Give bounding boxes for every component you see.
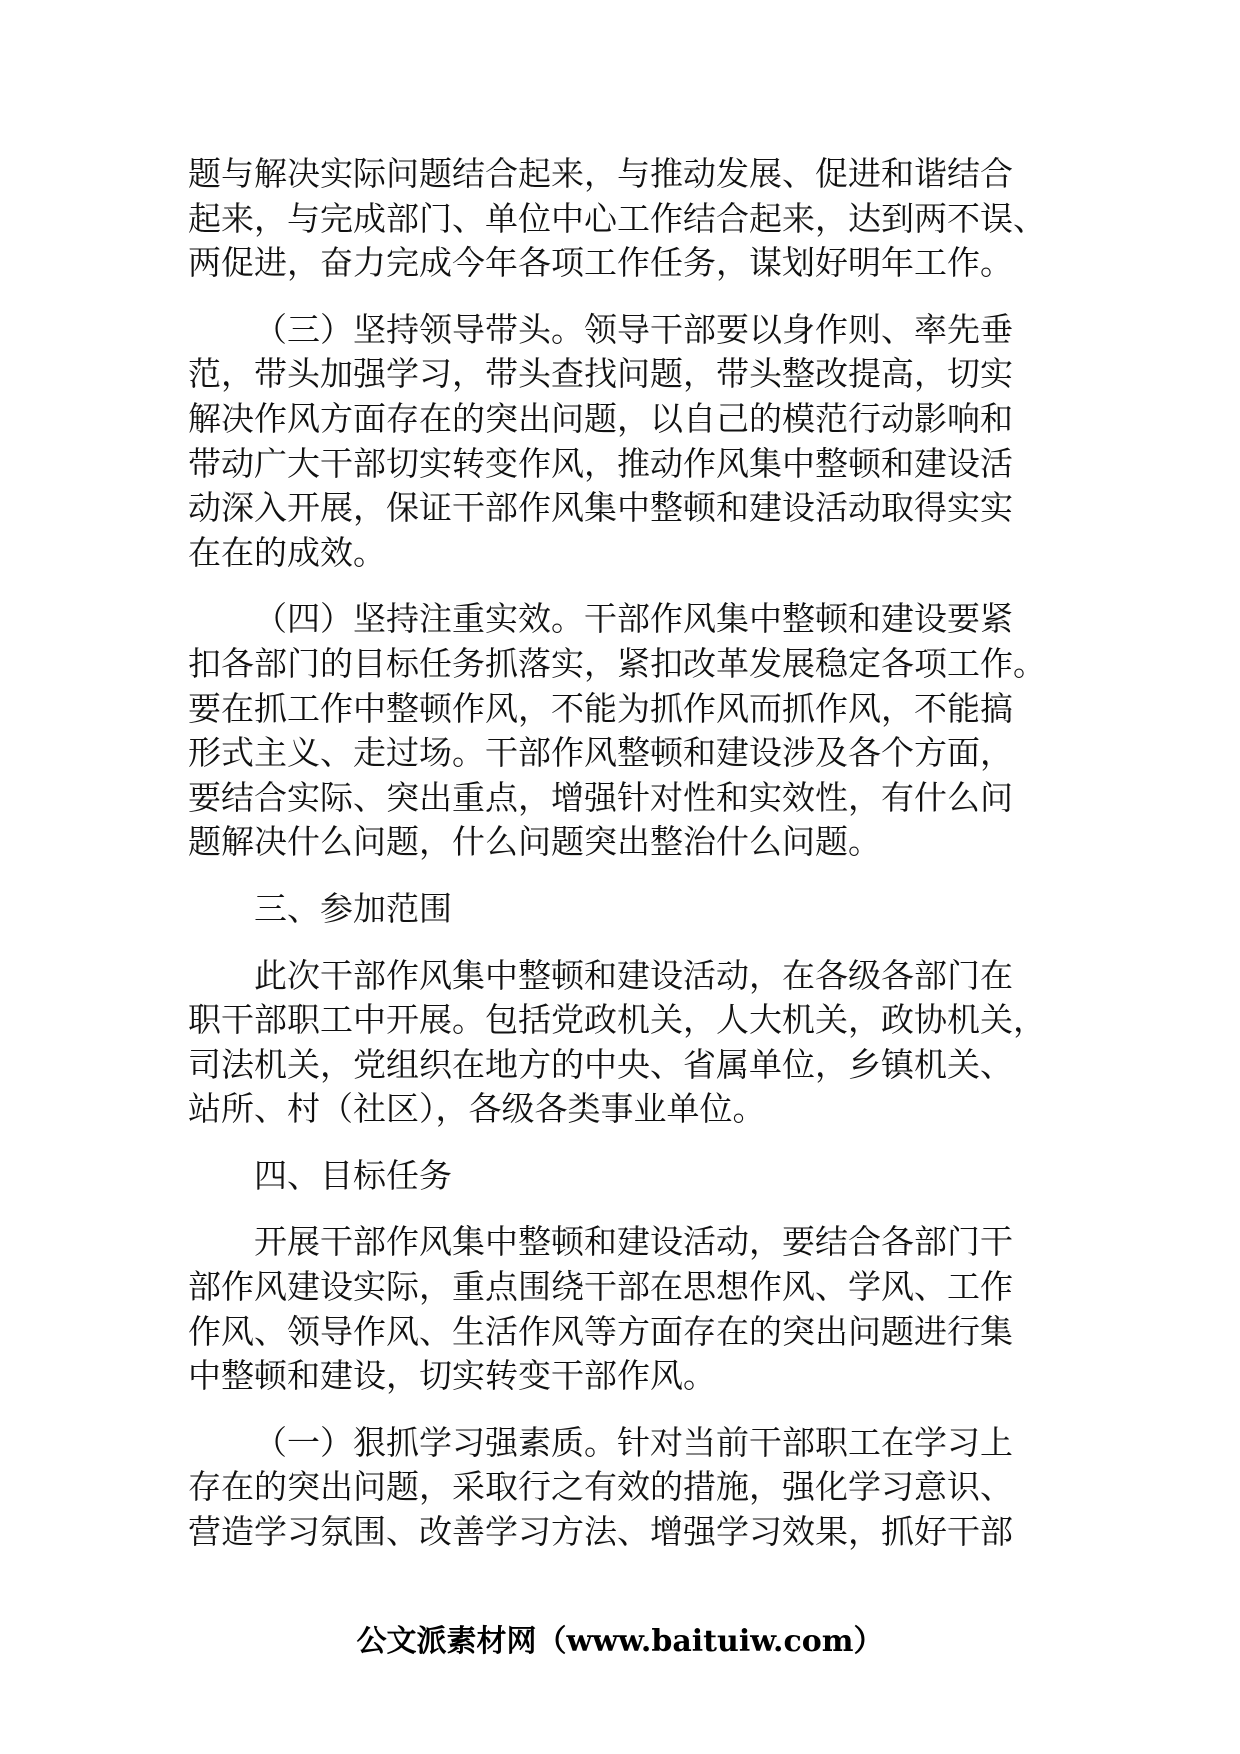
document-body bbox=[188, 152, 1068, 1577]
paragraph-line: 解决作风方面存在的突出问题，以自己的模范行动影响和 bbox=[188, 398, 1013, 438]
paragraph-line: 带动广大干部切实转变作风，推动作风集中整顿和建设活 bbox=[188, 443, 1013, 483]
paragraph-line: 起来，与完成部门、单位中心工作结合起来，达到两不误、 bbox=[188, 198, 1046, 238]
paragraph-line: 司法机关，党组织在地方的中央、省属单位，乡镇机关、 bbox=[188, 1044, 1013, 1084]
paragraph-line: 要结合实际、突出重点，增强针对性和实效性，有什么问 bbox=[188, 777, 1013, 817]
paragraph bbox=[188, 152, 1068, 286]
paragraph-line: 此次干部作风集中整顿和建设活动，在各级各部门在 bbox=[254, 955, 1013, 995]
section-heading bbox=[188, 1154, 1068, 1199]
paragraph-line: 站所、村（社区），各级各类事业单位。 bbox=[188, 1089, 766, 1129]
paragraph bbox=[188, 954, 1068, 1132]
paragraph-line: 作风、领导作风、生活作风等方面存在的突出问题进行集 bbox=[188, 1311, 1013, 1351]
paragraph bbox=[188, 597, 1068, 865]
paragraph-line: 职干部职工中开展。包括党政机关，人大机关，政协机关， bbox=[188, 1000, 1046, 1040]
paragraph-line: （一）狠抓学习强素质。针对当前干部职工在学习上 bbox=[254, 1422, 1013, 1462]
paragraph-line: （三）坚持领导带头。领导干部要以身作则、率先垂 bbox=[254, 309, 1013, 349]
paragraph bbox=[188, 308, 1068, 576]
paragraph-line: 在在的成效。 bbox=[188, 532, 386, 572]
paragraph-line: 动深入开展，保证干部作风集中整顿和建设活动取得实实 bbox=[188, 488, 1013, 528]
paragraph-line: 存在的突出问题，采取行之有效的措施，强化学习意识、 bbox=[188, 1467, 1013, 1507]
paragraph-line: 形式主义、走过场。干部作风整顿和建设涉及各个方面， bbox=[188, 733, 1013, 773]
paragraph-line: （四）坚持注重实效。干部作风集中整顿和建设要紧 bbox=[254, 599, 1013, 639]
paragraph-line: 营造学习氛围、改善学习方法、增强学习效果，抓好干部 bbox=[188, 1512, 1013, 1552]
paragraph bbox=[188, 1421, 1068, 1555]
paragraph-line: 题解决什么问题，什么问题突出整治什么问题。 bbox=[188, 822, 881, 862]
footer-watermark: 公文派素材网（www.baituiw.com） bbox=[356, 1624, 884, 1659]
paragraph bbox=[188, 1220, 1068, 1398]
paragraph-line: 开展干部作风集中整顿和建设活动，要结合各部门干 bbox=[254, 1222, 1013, 1262]
paragraph-line: 扣各部门的目标任务抓落实，紧扣改革发展稳定各项工作。 bbox=[188, 643, 1046, 683]
paragraph-line: 范，带头加强学习，带头查找问题，带头整改提高，切实 bbox=[188, 354, 1013, 394]
heading-text: 四、目标任务 bbox=[254, 1155, 452, 1195]
heading-text: 三、参加范围 bbox=[254, 888, 452, 928]
paragraph-line: 两促进，奋力完成今年各项工作任务，谋划好明年工作。 bbox=[188, 243, 1013, 283]
paragraph-line: 要在抓工作中整顿作风，不能为抓作风而抓作风，不能搞 bbox=[188, 688, 1013, 728]
paragraph-line: 部作风建设实际，重点围绕干部在思想作风、学风、工作 bbox=[188, 1267, 1013, 1307]
paragraph-line: 中整顿和建设，切实转变干部作风。 bbox=[188, 1356, 716, 1396]
section-heading bbox=[188, 887, 1068, 932]
paragraph-line: 题与解决实际问题结合起来，与推动发展、促进和谐结合 bbox=[188, 154, 1013, 193]
